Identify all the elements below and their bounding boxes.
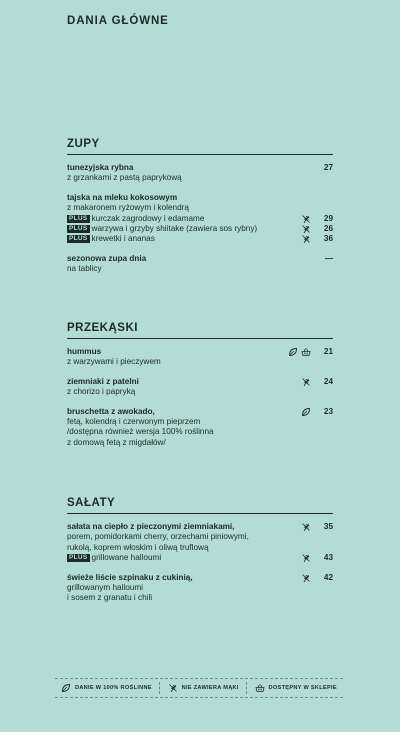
menu-item-tunezyjska: [67, 163, 333, 184]
no-wheat-icon: [301, 214, 311, 224]
variant-label: grillowane halloumi: [91, 553, 162, 563]
no-wheat-icon: [168, 683, 178, 693]
leaf-icon: [301, 407, 311, 417]
item-price: 35: [323, 522, 333, 531]
variant-price: 36: [323, 234, 333, 244]
menu-item-bruschetta: [67, 407, 333, 449]
legend: [55, 678, 343, 698]
item-price: 21: [323, 347, 333, 356]
legend-vegan: [55, 683, 158, 693]
item-name: tunezyjska rybna: [67, 163, 134, 172]
item-price: 23: [323, 406, 333, 416]
variant-label: kurczak zagrodowy i edamame: [91, 213, 205, 223]
plus-tag: PLUS: [69, 554, 88, 562]
leaf-icon: [61, 683, 71, 693]
item-desc: z domową fetą z migdałów/: [67, 437, 166, 447]
item-desc: na tablicy: [67, 264, 102, 274]
section-title: ZUPY: [67, 138, 333, 155]
no-wheat-icon: [301, 224, 311, 234]
page-title: DANIA GŁÓWNE: [67, 15, 169, 27]
basket-icon: [255, 683, 265, 693]
item-name: ziemniaki z patelni: [67, 376, 139, 386]
item-name: hummus: [67, 347, 102, 356]
variant-row: [67, 214, 333, 224]
menu-item-sezonowa: [67, 254, 333, 275]
plus-tag: PLUS: [69, 214, 88, 222]
legend-shop: [249, 683, 343, 693]
item-desc: z warzywami i pieczywem: [67, 357, 161, 367]
divider: [246, 682, 247, 694]
no-wheat-icon: [301, 553, 311, 563]
item-desc: /dostępna również wersja 100% roślinna: [67, 427, 214, 437]
item-name: świeże liście szpinaku z cukinią,: [67, 572, 193, 582]
variant-label: krewetki i ananas: [91, 234, 155, 244]
variant-row: [67, 224, 333, 234]
item-name: tajska na mleku kokosowym: [67, 192, 178, 202]
item-desc: rukolą, koprem włoskim i oliwą truflową: [67, 542, 209, 552]
item-desc: fetą, kolendrą i czerwonym pieprzem: [67, 417, 201, 427]
menu-item-ziemniaki: [67, 377, 333, 398]
divider: [159, 682, 160, 694]
section-title: SAŁATY: [67, 497, 333, 514]
item-name: sałata na ciepło z pieczonymi ziemniakami,: [67, 522, 235, 531]
basket-icon: [301, 347, 311, 357]
menu-item-tajska: [67, 193, 333, 245]
variant-price: 29: [323, 213, 333, 223]
variant-price: 26: [323, 224, 333, 234]
legend-no-wheat: [162, 683, 245, 693]
item-name: bruschetta z awokado,: [67, 406, 155, 416]
legend-label: DANIE W 100% ROŚLINNE: [75, 685, 152, 691]
legend-label: NIE ZAWIERA MĄKI: [181, 685, 239, 691]
leaf-icon: [288, 347, 298, 357]
variant-price: 43: [323, 553, 333, 563]
menu-item-salata: [67, 522, 333, 564]
item-desc: grillowanym halloumi: [67, 583, 143, 593]
menu-item-hummus: [67, 347, 333, 368]
section-salaty: [67, 497, 333, 604]
plus-tag: PLUS: [69, 225, 88, 233]
section-przekaski: [67, 322, 333, 448]
plus-tag: PLUS: [69, 235, 88, 243]
section-title: PRZEKĄSKI: [67, 322, 333, 339]
item-price: 42: [323, 572, 333, 582]
item-price: 27: [323, 163, 333, 172]
section-zupy: [67, 138, 333, 275]
menu-item-szpinak: [67, 573, 333, 604]
no-wheat-icon: [301, 377, 311, 387]
item-desc: porem, pomidorkami cherry, orzechami piniowymi,: [67, 532, 249, 542]
item-desc: i sosem z granatu i chili: [67, 593, 153, 603]
variant-row: [67, 234, 333, 244]
variant-label: warzywa i grzyby shiitake (zawiera sos rybny): [91, 224, 258, 234]
item-desc: z grzankami z pastą paprykową: [67, 173, 182, 183]
legend-label: DOSTĘPNY W SKLEPIE: [268, 685, 337, 691]
no-wheat-icon: [301, 573, 311, 583]
variant-row: [67, 553, 333, 563]
item-desc: z chorizo i papryką: [67, 387, 136, 397]
no-wheat-icon: [301, 234, 311, 244]
no-wheat-icon: [301, 522, 311, 532]
item-price: 24: [323, 376, 333, 386]
item-desc: z makaronem ryżowym i kolendrą: [67, 203, 189, 213]
item-price: —: [324, 253, 333, 263]
item-name: sezonowa zupa dnia: [67, 253, 147, 263]
